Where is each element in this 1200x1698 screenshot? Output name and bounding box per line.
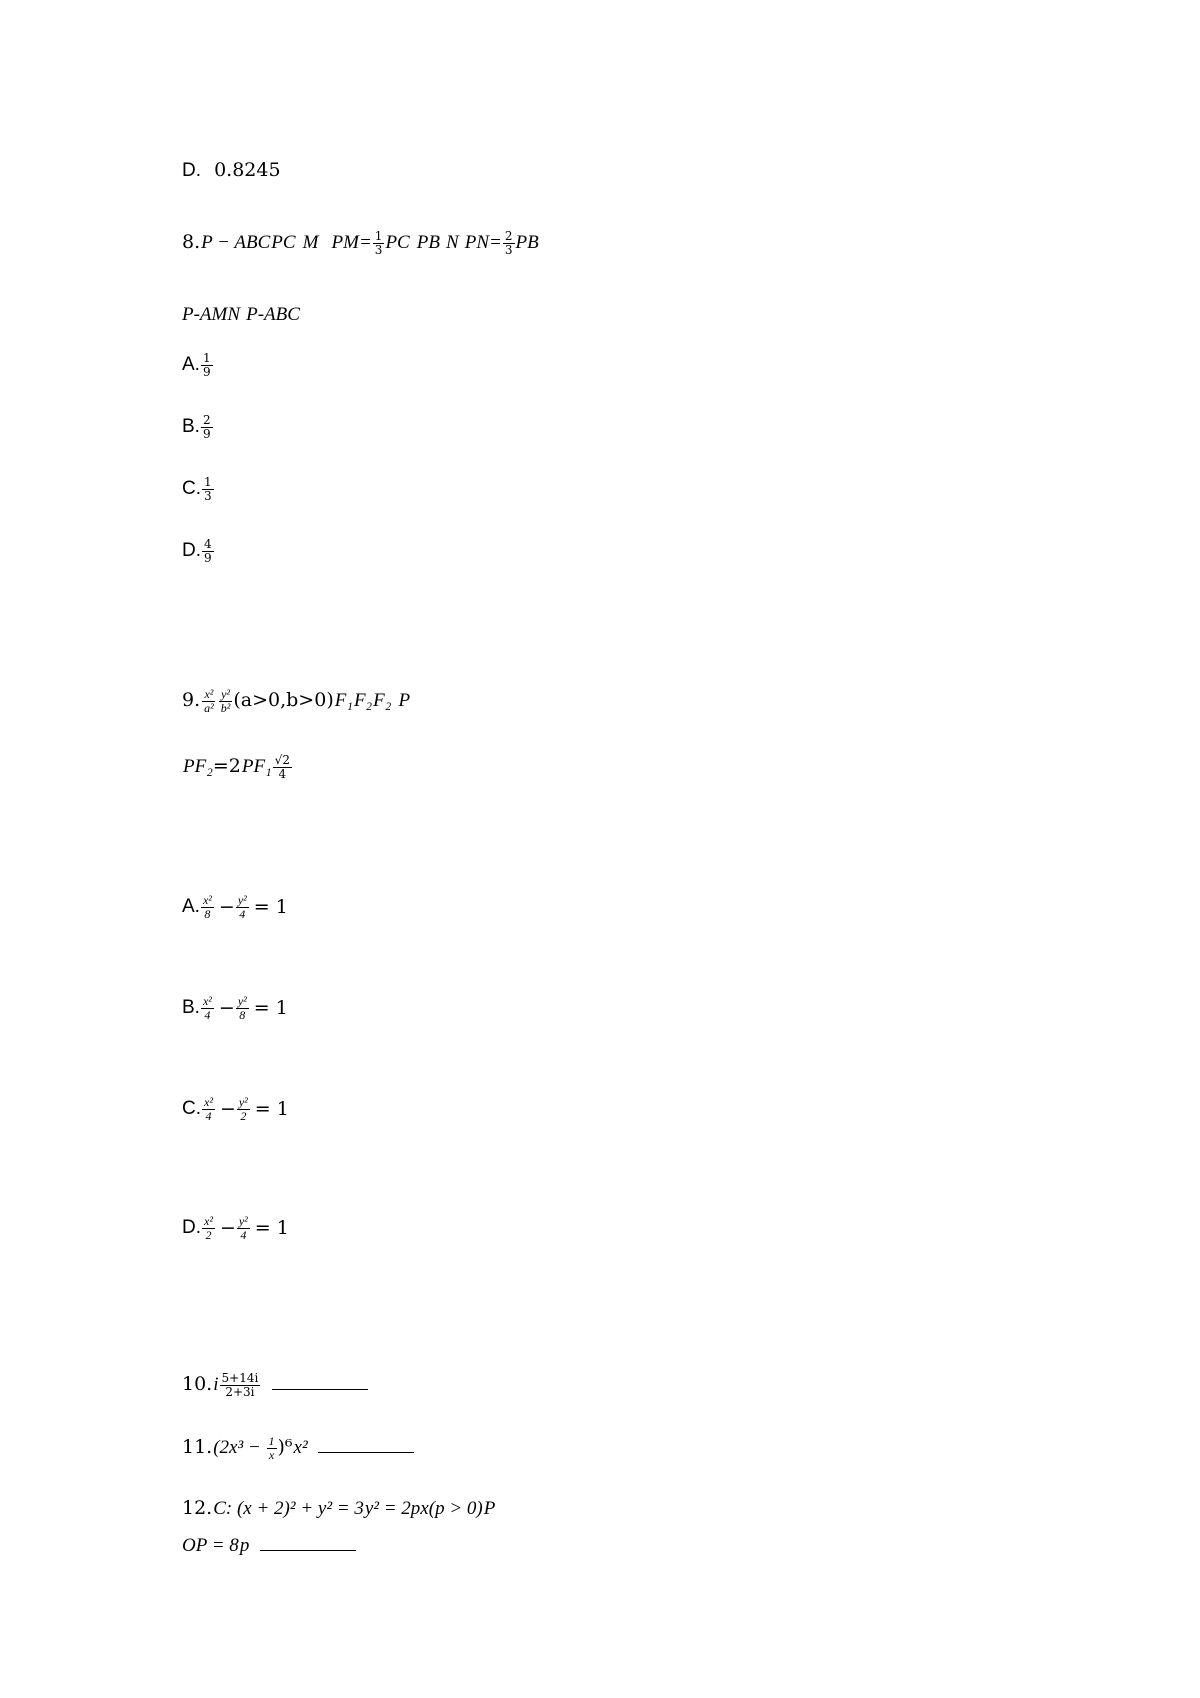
- q8-pabc: P-ABC: [246, 304, 300, 325]
- option-y-fraction: $\frac{\text{y²}}{2}$: [238, 1094, 248, 1123]
- option-letter: D.: [182, 540, 201, 561]
- q8-n: N: [446, 232, 459, 253]
- q12-line1: [182, 1494, 495, 1523]
- q8-pb: PB: [416, 232, 440, 253]
- q9-f2: F₂: [353, 690, 373, 711]
- q9-p: P: [398, 690, 411, 711]
- q12-op: OP = 8: [182, 1535, 239, 1556]
- q9-option-c: C. $\frac{\text{x²}}{4}$ − $\frac{\text{y²}}{2}$ = 1: [182, 1094, 289, 1123]
- option-letter: C.: [182, 478, 201, 499]
- q9-condition: (a>0,b>0): [233, 689, 334, 711]
- q8-option-d: [182, 536, 215, 565]
- answer-blank[interactable]: [318, 1434, 414, 1453]
- q8-option-a: [182, 350, 214, 379]
- q8-option-b: [182, 412, 214, 441]
- option-letter: C.: [182, 1098, 201, 1119]
- q9-f1: F₁: [334, 690, 353, 711]
- q8-pm-rhs: PC: [385, 232, 410, 253]
- q9-pf1: PF₁: [241, 756, 272, 777]
- q8-pm-lhs: PM=: [331, 232, 372, 253]
- q10-i: i: [213, 1374, 219, 1395]
- option-letter: B.: [182, 416, 200, 437]
- option-fraction: $\frac{1}{3}$: [204, 474, 212, 503]
- option-fraction: $\frac{2}{9}$: [202, 412, 211, 441]
- option-letter: A.: [182, 896, 200, 917]
- option-fraction: $\frac{4}{9}$: [204, 536, 212, 565]
- q11-term: x²: [293, 1437, 308, 1458]
- q11: [182, 1433, 414, 1462]
- q8-number: 8.: [182, 231, 201, 253]
- q9-pf2: PF₂: [183, 756, 213, 777]
- option-letter: B.: [182, 997, 200, 1018]
- q9-option-d: D. $\frac{\text{x²}}{2}$ − $\frac{\text{y²}}{4}$ = 1: [182, 1213, 289, 1242]
- option-x-fraction: $\frac{\text{x²}}{4}$: [202, 993, 212, 1022]
- q8-stem-line1: [182, 228, 540, 257]
- q9-slope-fraction: $\frac{√2}{4}$: [274, 752, 290, 781]
- q9-y-fraction: $\frac{\text{y²}}{\text{b²}}$: [220, 686, 231, 715]
- q12-circle: C: (x + 2)² + y² = 3: [213, 1498, 364, 1519]
- q12-pvar: p: [239, 1535, 250, 1556]
- q8-option-c: [182, 474, 215, 503]
- answer-blank[interactable]: [260, 1532, 356, 1551]
- option-x-fraction: $\frac{\text{x²}}{4}$: [204, 1094, 213, 1123]
- q8-pm-fraction: $\frac{1}{3}$: [374, 228, 383, 257]
- q8-pn-rhs: PB: [515, 232, 539, 253]
- option-letter: D.: [182, 160, 201, 181]
- q10-fraction: $\frac{5+14i}{2+3i}$: [221, 1370, 259, 1399]
- q9-f2b: F₂: [373, 690, 392, 711]
- option-y-fraction: $\frac{\text{y²}}{4}$: [238, 1213, 248, 1242]
- q7d-value: 0.8245: [214, 159, 281, 181]
- q10-number: 10.: [182, 1373, 213, 1395]
- q9-pf2-value: =2: [212, 755, 241, 777]
- option-y-fraction: $\frac{\text{y²}}{8}$: [237, 993, 247, 1022]
- q11-number: 11.: [182, 1436, 213, 1458]
- q8-stem-line2: [182, 300, 307, 329]
- q9-number: 9.: [182, 689, 201, 711]
- q11-expr: (2x³ −: [213, 1437, 266, 1458]
- option-fraction: $\frac{1}{9}$: [202, 350, 211, 379]
- q8-m: M: [302, 232, 319, 253]
- option-x-fraction: $\frac{\text{x²}}{2}$: [204, 1213, 213, 1242]
- option-letter: D.: [182, 1217, 201, 1238]
- q8-expr1: P − ABC: [201, 232, 271, 253]
- q11-exponent: )⁶: [277, 1436, 293, 1458]
- q7-option-d: [182, 156, 281, 185]
- q9-option-a: A. $\frac{\text{x²}}{8}$ − $\frac{\text{y²}}{4}$ = 1: [182, 892, 288, 921]
- q12-curve: y² = 2px(p > 0): [364, 1498, 483, 1519]
- option-x-fraction: $\frac{\text{x²}}{8}$: [202, 892, 212, 921]
- q12-p: P: [483, 1498, 496, 1519]
- q10: [182, 1370, 368, 1399]
- q8-pc: PC: [271, 232, 296, 253]
- q9-option-b: B. $\frac{\text{x²}}{4}$ − $\frac{\text{y²}}{8}$ = 1: [182, 993, 288, 1022]
- q8-pn-lhs: PN=: [464, 232, 502, 253]
- q9-stem-line2: [182, 752, 294, 781]
- q9-x-fraction: $\frac{\text{x²}}{\text{a²}}$: [204, 686, 214, 715]
- option-letter: A.: [182, 354, 200, 375]
- option-y-fraction: $\frac{\text{y²}}{4}$: [237, 892, 247, 921]
- q8-pn-fraction: $\frac{2}{3}$: [504, 228, 513, 257]
- q9-stem-line1: [182, 686, 410, 715]
- q12-number: 12.: [182, 1497, 213, 1519]
- answer-blank[interactable]: [272, 1371, 368, 1390]
- q8-pamn: P-AMN: [182, 304, 241, 325]
- q11-fraction: $\frac{1}{x}$: [268, 1433, 275, 1462]
- q12-line2: [182, 1531, 356, 1560]
